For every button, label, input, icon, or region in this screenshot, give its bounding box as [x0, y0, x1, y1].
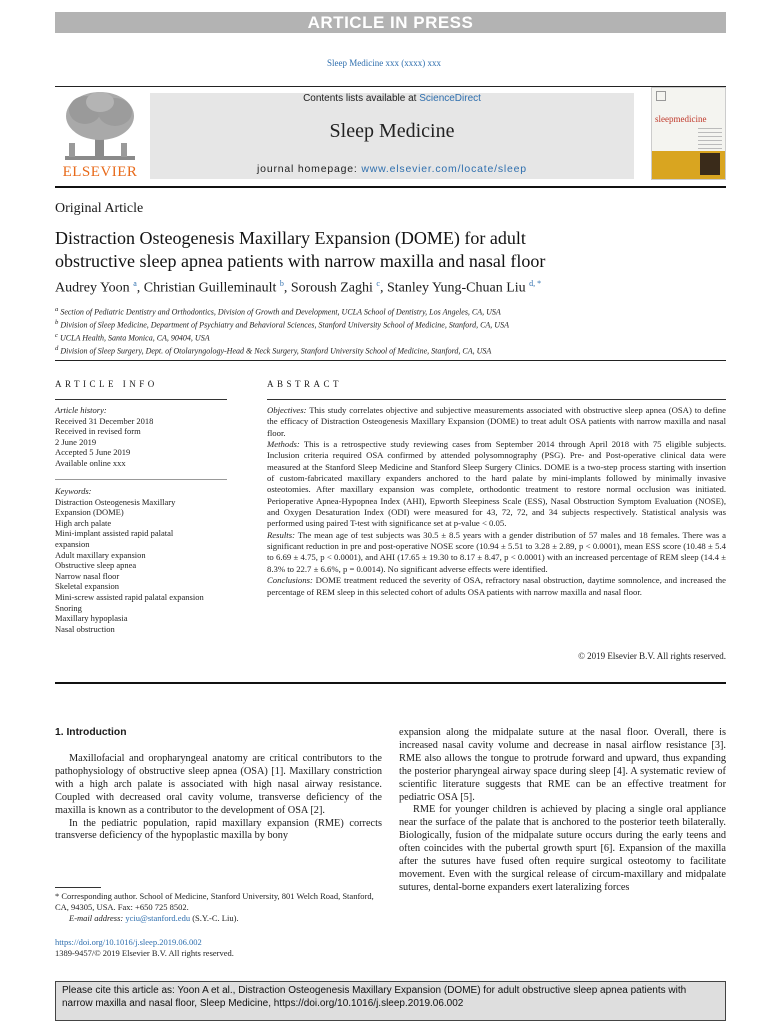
abstract-text: DOME treatment reduced the severity of OSA, refractory nasal obstruction, daytime somnolence, and increased the percentage of REM sleep in this selected cohort of adults OSA patients with narrow maxilla and nasal floor.	[267, 575, 727, 597]
cover-title: sleepmedicine	[655, 114, 707, 124]
sciencedirect-link[interactable]: ScienceDirect	[419, 93, 481, 104]
keyword-item: Mini-implant assisted rapid palatal	[55, 528, 174, 539]
history-item: Accepted 5 June 2019	[55, 447, 131, 458]
affiliation-sup: c	[55, 332, 58, 340]
affiliation-text: Division of Sleep Surgery, Dept. of Otolaryngology-Head & Neck Surgery, Stanford University School of Medicine, Stanford, CA, USA	[60, 347, 492, 357]
issn-line: 1389-9457/© 2019 Elsevier B.V. All rights reserved.	[55, 948, 234, 958]
abstract-rule	[267, 399, 726, 400]
affiliations	[55, 305, 726, 358]
keywords-rule	[55, 479, 227, 480]
abstract-body	[267, 405, 726, 598]
affiliation-sup: d	[55, 345, 59, 353]
author-affil-sup[interactable]: d, *	[529, 279, 542, 288]
abstract-text: This is a retrospective study reviewing cases from September 2014 through April 2018 with 75 eligible subjects. Inclusion criteria required OSA confirmed by attended polysomnography (PSG). Pre- and Post-operative clinical data were measured at the Stanford Sleep Medicine and Stanford Sleep Surgery Clinics. DOME is a two-step process starting with insertion of custom-fabricated maxillary expanders anchored to the hard palate by mini-implants followed by minimally invasive osteotomies. After maxillary expansion was complete, orthodontic treatment to restore normal occlusion was initiated. Perioperative Apnea-Hypopnea Index (AHI), Epworth Sleepiness Scale (ESS), Nasal Obstruction Symptom Evaluation (NOSE), and Oxygen Desaturation Index (ODI) were measured for 43, 72, 72, and 34 subjects respectively. Statistical analysis was performed using paired T-test with significance set at p-value < 0.05.	[267, 439, 727, 529]
info-rule	[55, 399, 227, 400]
keyword-item: Obstructive sleep apnea	[55, 560, 137, 571]
journal-homepage	[150, 163, 634, 175]
keyword-item: Distraction Osteogenesis Maxillary	[55, 496, 176, 507]
body-paragraph: expansion along the midpalate suture at the nasal floor. Overall, there is increased nasal cavity volume and decrease in nasal airflow resistance [3]. RME also allows the tongue to protrude forward and upward, thus expanding the posterior pharyngeal airway space during sleep [4]. A systematic review of scientific literature suggests that RME can be an effective treatment for pediatric OSA [5].	[399, 727, 726, 803]
elsevier-tree-icon	[55, 88, 145, 164]
abstract-objectives	[267, 405, 726, 439]
abstract-heading: ABSTRACT	[267, 379, 343, 389]
corresponding-author: * Corresponding author. School of Medicine, Stanford University, 801 Welch Road, Stanford, CA, 94305, USA. Fax: +650 725 8502.	[55, 891, 374, 912]
affiliation-item	[55, 305, 726, 318]
homepage-link[interactable]: www.elsevier.com/locate/sleep	[361, 163, 527, 175]
abstract-label: Results:	[267, 529, 295, 540]
body-right-column	[399, 727, 726, 895]
journal-cover	[651, 87, 726, 180]
keyword-item: expansion	[55, 538, 90, 549]
abstract-text: This study correlates objective and subjective measurements associated with obstructive sleep apnea (OSA) to define the efficacy of Distraction Osteogenesis Maxillary Expansion (DOME) to treat adult OSA patients with narrow maxilla and nasal floor.	[267, 405, 727, 438]
article-type: Original Article	[55, 201, 144, 216]
abstract-results	[267, 530, 726, 575]
abstract-text: The mean age of test subjects was 30.5 ± 8.5 years with a gender distribution of 57 males and 18 females. There was a significant reduction in pre and post-operative NOSE score (10.94 ± 5.51 to 3.28 ± 2.89, p < 0.0001), mean ESS score (10.48 ± 5.4 to 6.69 ± 4.75, p < 0.0001), and AHI (17.65 ± 19.30 to 8.17 ± 8.47, p < 0.0001) with an increased percentage of REM sleep (14.4 ± 8.3% to 22.7 ± 6.6%, p = 0.0014). No significant adverse effects were identified.	[267, 529, 726, 574]
author-name: Soroush Zaghi	[290, 280, 373, 296]
email-link[interactable]: yciu@stanford.edu	[125, 913, 191, 923]
email-label: E-mail address:	[69, 913, 126, 923]
history-item: Available online xxx	[55, 457, 126, 468]
history-label: Article history:	[55, 405, 107, 415]
affiliation-text: UCLA Health, Santa Monica, CA, 90404, USA	[59, 333, 210, 343]
doi-block	[55, 937, 234, 959]
affiliation-item	[55, 331, 726, 344]
keyword-item: Snoring	[55, 602, 82, 613]
citation-box: Please cite this article as: Yoon A et al., Distraction Osteogenesis Maxillary Expansion (DOME) for adult obstructive sleep apnea patients with narrow maxilla and nasal floor, Sleep Medicine, https://doi.org/10.1016/j.sleep.2019.06.002	[55, 981, 726, 1021]
author-affil-sup[interactable]: a	[133, 279, 137, 288]
title-line-1: Distraction Osteogenesis Maxillary Expansion (DOME) for adult	[55, 228, 526, 248]
header-bottom-rule	[55, 186, 726, 188]
contents-line	[150, 93, 634, 104]
keywords-label: Keywords:	[55, 486, 92, 496]
abstract-bottom-rule	[55, 682, 726, 684]
cover-corner-mark	[656, 91, 666, 101]
author-name: Audrey Yoon	[55, 280, 130, 296]
author-affil-sup[interactable]: c	[376, 279, 380, 288]
keyword-item: Skeletal expansion	[55, 581, 119, 592]
abstract-copyright: © 2019 Elsevier B.V. All rights reserved.	[578, 651, 726, 661]
article-info-heading: ARTICLE INFO	[55, 379, 158, 389]
keyword-item: Narrow nasal floor	[55, 570, 120, 581]
affiliation-rule	[55, 360, 726, 361]
affiliation-text: Division of Sleep Medicine, Department of Psychiatry and Behavioral Sciences, Stanford University School of Medicine, Stanford, CA, USA	[60, 320, 509, 330]
keyword-item: Maxillary hypoplasia	[55, 613, 128, 624]
history-item: 2 June 2019	[55, 436, 97, 447]
article-title	[55, 227, 726, 273]
abstract-label: Methods:	[267, 439, 300, 450]
keywords	[55, 486, 227, 634]
email-line	[55, 913, 382, 924]
abstract-label: Objectives:	[267, 405, 307, 415]
keyword-item: Mini-screw assisted rapid palatal expansion	[55, 591, 204, 602]
history-item: Received in revised form	[55, 426, 141, 437]
keyword-item: Nasal obstruction	[55, 623, 115, 634]
affiliation-sup: a	[55, 306, 59, 313]
homepage-prefix: journal homepage:	[257, 163, 362, 175]
section-heading-introduction: 1. Introduction	[55, 727, 127, 738]
article-history	[55, 405, 227, 469]
journal-reference[interactable]: Sleep Medicine xxx (xxxx) xxx	[327, 58, 441, 68]
journal-title: Sleep Medicine	[329, 120, 455, 142]
keyword-item: Adult maxillary expansion	[55, 549, 146, 560]
body-paragraph: Maxillofacial and oropharyngeal anatomy are critical contributors to the pathophysiology of obstructive sleep apnea (OSA) [1]. Maxillary constriction with a high arch palate is associated with high nasal airway resistance. Coupled with decreased oral cavity volume, transverse deficiency of the maxilla is known as a contributor to the development of OSA [2].	[55, 753, 382, 816]
abstract-label: Conclusions:	[267, 575, 313, 586]
contents-prefix: Contents lists available at	[303, 93, 420, 104]
affiliation-item	[55, 344, 726, 357]
keyword-item: High arch palate	[55, 517, 112, 528]
cover-image-dark	[700, 153, 720, 175]
footnote-rule	[55, 887, 101, 888]
title-line-2: obstructive sleep apnea patients with narrow maxilla and nasal floor	[55, 251, 546, 271]
doi-link[interactable]: https://doi.org/10.1016/j.sleep.2019.06.002	[55, 937, 202, 947]
cover-text-lines	[698, 128, 722, 152]
body-left-column	[55, 753, 382, 843]
author-name: Stanley Yung-Chuan Liu	[386, 280, 526, 296]
corresponding-footnote	[55, 891, 382, 924]
keyword-item: Expansion (DOME)	[55, 507, 124, 518]
author-affil-sup[interactable]: b	[279, 279, 284, 288]
affiliation-text: Section of Pediatric Dentistry and Orthodontics, Division of Growth and Development, UCLA School of Dentistry, Los Angeles, CA, USA	[60, 307, 501, 317]
article-in-press-banner: ARTICLE IN PRESS	[55, 12, 726, 33]
history-item: Received 31 December 2018	[55, 415, 154, 426]
publisher-name: ELSEVIER	[62, 164, 138, 180]
affiliation-item	[55, 318, 726, 331]
author-list: Audrey Yoon $^a$, Christian Guilleminault $^b$, Soroush Zaghi $^c$, Stanley Yung-Chuan Liu $^{d, *}$	[55, 279, 542, 296]
author-name: Christian Guilleminault	[143, 280, 277, 296]
affiliation-sup: b	[55, 319, 59, 327]
body-paragraph: RME for younger children is achieved by placing a single oral appliance near the surface of the palate that is anchored to the posterior teeth bilaterally. Biologically, fusion of the midpalate suture occurs during the early teens and often coincides with the pubertal growth spurt [6]. Expansion of the maxilla after the sutures have fused often require surgical osteotomy to facilitate movement. Even with the surgical release of circum-maxillary and midpalate sutures, dental-borne expanders exert lateralizing forces	[399, 804, 726, 893]
abstract-conclusions	[267, 575, 726, 598]
header-top-rule	[55, 86, 726, 87]
body-paragraph: In the pediatric population, rapid maxillary expansion (RME) corrects transverse deficiency of the hypoplastic maxilla by bony	[55, 817, 382, 842]
abstract-methods	[267, 439, 726, 530]
email-suffix: (S.Y.-C. Liu).	[190, 913, 239, 923]
